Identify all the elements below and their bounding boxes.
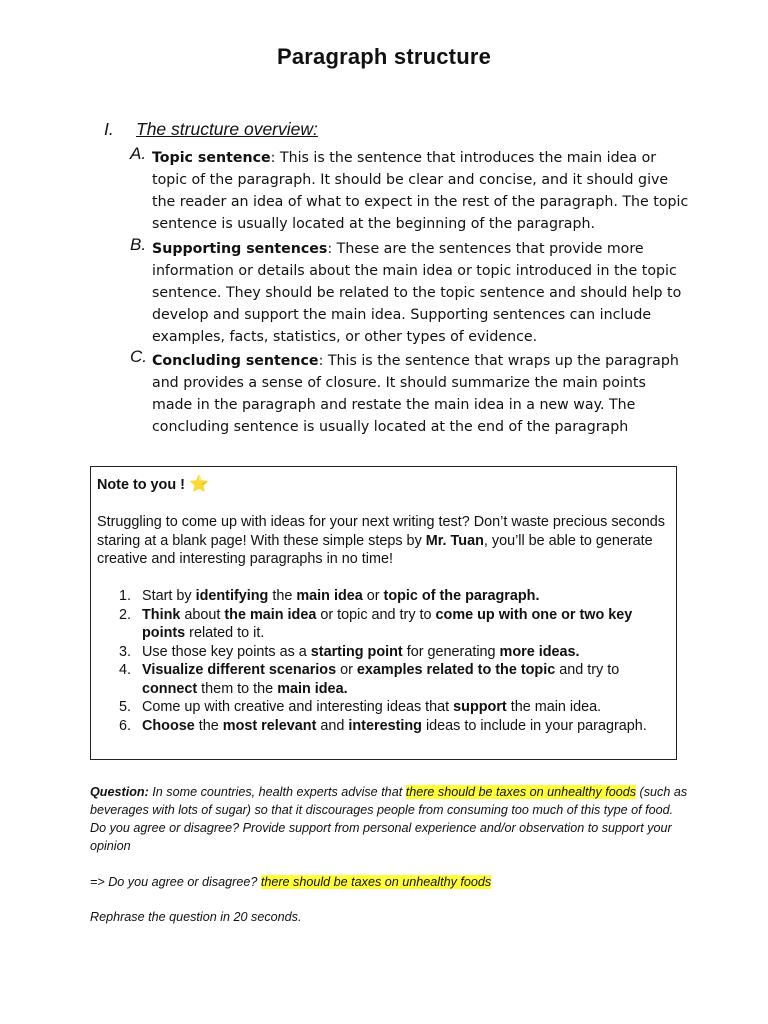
question-text: Question: In some countries, health experts advise that there should be taxes on unhealthy foods (such as beverages with lots of sugar) so that it discourages people from consuming too much of this type of food. Do you agree or disagree? Provide support from personal experience and/or observation to support your opinion <box>90 785 688 853</box>
item-body <box>152 238 690 348</box>
note-title: Note to you ! ⭐ <box>97 476 209 493</box>
item-text: : These are the sentences that provide more information or details about the main idea or topic introduced in the topic sentence. They should be related to the topic sentence and should help to develop and support the main idea. Supporting sentences can include examples, facts, statistics, or other types of evidence. <box>152 241 682 345</box>
text: or topic and try to <box>316 606 436 623</box>
item-term: Supporting sentences <box>152 241 328 257</box>
list-item <box>97 717 672 736</box>
list-number: 4. <box>119 662 132 678</box>
steps-list <box>97 587 672 735</box>
bold-text: main idea <box>296 588 363 604</box>
item-text: : This is the sentence that introduces the main idea or topic of the paragraph. It should be clear and concise, and it should give the reader an idea of what to expect in the rest of the paragraph. The topic sentence is usually located at the beginning of the paragraph. <box>152 150 689 232</box>
item-term: Concluding sentence <box>152 353 319 369</box>
list-number: 6. <box>119 717 132 734</box>
list-item <box>97 606 672 643</box>
text: the main idea. <box>506 699 602 715</box>
bold-text: Choose <box>142 717 195 734</box>
bold-text: most relevant <box>222 717 317 734</box>
bold-text: identifying <box>195 588 269 604</box>
note-intro: Struggling to come up with ideas for your next writing test? Don’t waste precious seconds staring at a blank page! With these simple steps by Mr. Tuan, you’ll be able to generate creative and interesting paragraphs in no time! <box>97 514 665 567</box>
text: the <box>194 717 223 734</box>
list-item <box>97 698 672 717</box>
page-title: Paragraph structure <box>276 44 492 69</box>
bold-text: the main idea <box>224 606 317 623</box>
text: and <box>316 717 349 734</box>
text: about <box>180 606 225 623</box>
bold-text: examples related to the topic <box>356 662 556 678</box>
list-item <box>97 587 672 606</box>
text: Start by <box>142 588 196 604</box>
text: Use those key points as a <box>142 643 311 660</box>
section-number: I. <box>104 119 114 139</box>
bold-text: starting point <box>310 643 403 660</box>
note-box <box>90 466 677 760</box>
text: them to the <box>197 680 278 697</box>
prompt-line: => Do you agree or disagree? there should be taxes on unhealthy foods <box>90 875 492 889</box>
item-body <box>152 147 690 235</box>
bold-text: topic of the paragraph. <box>383 588 540 604</box>
section-heading-text: The structure overview: <box>136 119 318 139</box>
text: Come up with creative and interesting ideas that <box>142 699 454 715</box>
item-text: : This is the sentence that wraps up the paragraph and provides a sense of closure. It should summarize the main points made in the paragraph and restate the main idea in a new way. The concluding sentence is usually located at the end of the paragraph <box>152 353 679 435</box>
bold-text: connect <box>142 680 198 697</box>
prompt-highlight: there should be taxes on unhealthy foods <box>260 875 492 889</box>
bold-text: interesting <box>348 717 422 734</box>
text: or <box>362 588 384 604</box>
list-number: 1. <box>119 588 132 604</box>
list-number: 3. <box>119 643 132 660</box>
text: for generating <box>402 643 500 660</box>
text: and try to <box>555 662 620 678</box>
text: related to it. <box>185 625 265 641</box>
structure-item-c <box>130 347 690 438</box>
bold-text: Think <box>142 606 181 623</box>
bold-text: Visualize different scenarios <box>142 662 337 678</box>
item-letter: C. <box>130 347 147 366</box>
bold-text: more ideas. <box>499 643 580 660</box>
text: the <box>268 588 297 604</box>
list-item <box>97 643 672 662</box>
list-number: 2. <box>119 606 132 623</box>
list-item <box>97 661 672 698</box>
question-highlight: there should be taxes on unhealthy foods <box>405 785 637 799</box>
item-letter: A. <box>130 144 147 163</box>
author-name: Mr. Tuan <box>425 532 484 549</box>
text: ideas to include in your paragraph. <box>421 717 647 734</box>
item-term: Topic sentence <box>152 150 271 166</box>
list-number: 5. <box>119 699 132 715</box>
structure-item-a <box>130 144 690 235</box>
section-heading <box>104 119 318 140</box>
item-letter: B. <box>130 235 147 254</box>
star-icon: ⭐ <box>188 476 209 493</box>
question-label: Question: <box>90 785 149 799</box>
bold-text: main idea. <box>277 680 348 697</box>
text: or <box>336 662 357 678</box>
structure-item-b <box>130 235 690 348</box>
bold-text: come up with one or two key points <box>142 606 633 641</box>
bold-text: support <box>453 699 507 715</box>
instruction-text: Rephrase the question in 20 seconds. <box>90 910 302 924</box>
item-body <box>152 350 690 438</box>
